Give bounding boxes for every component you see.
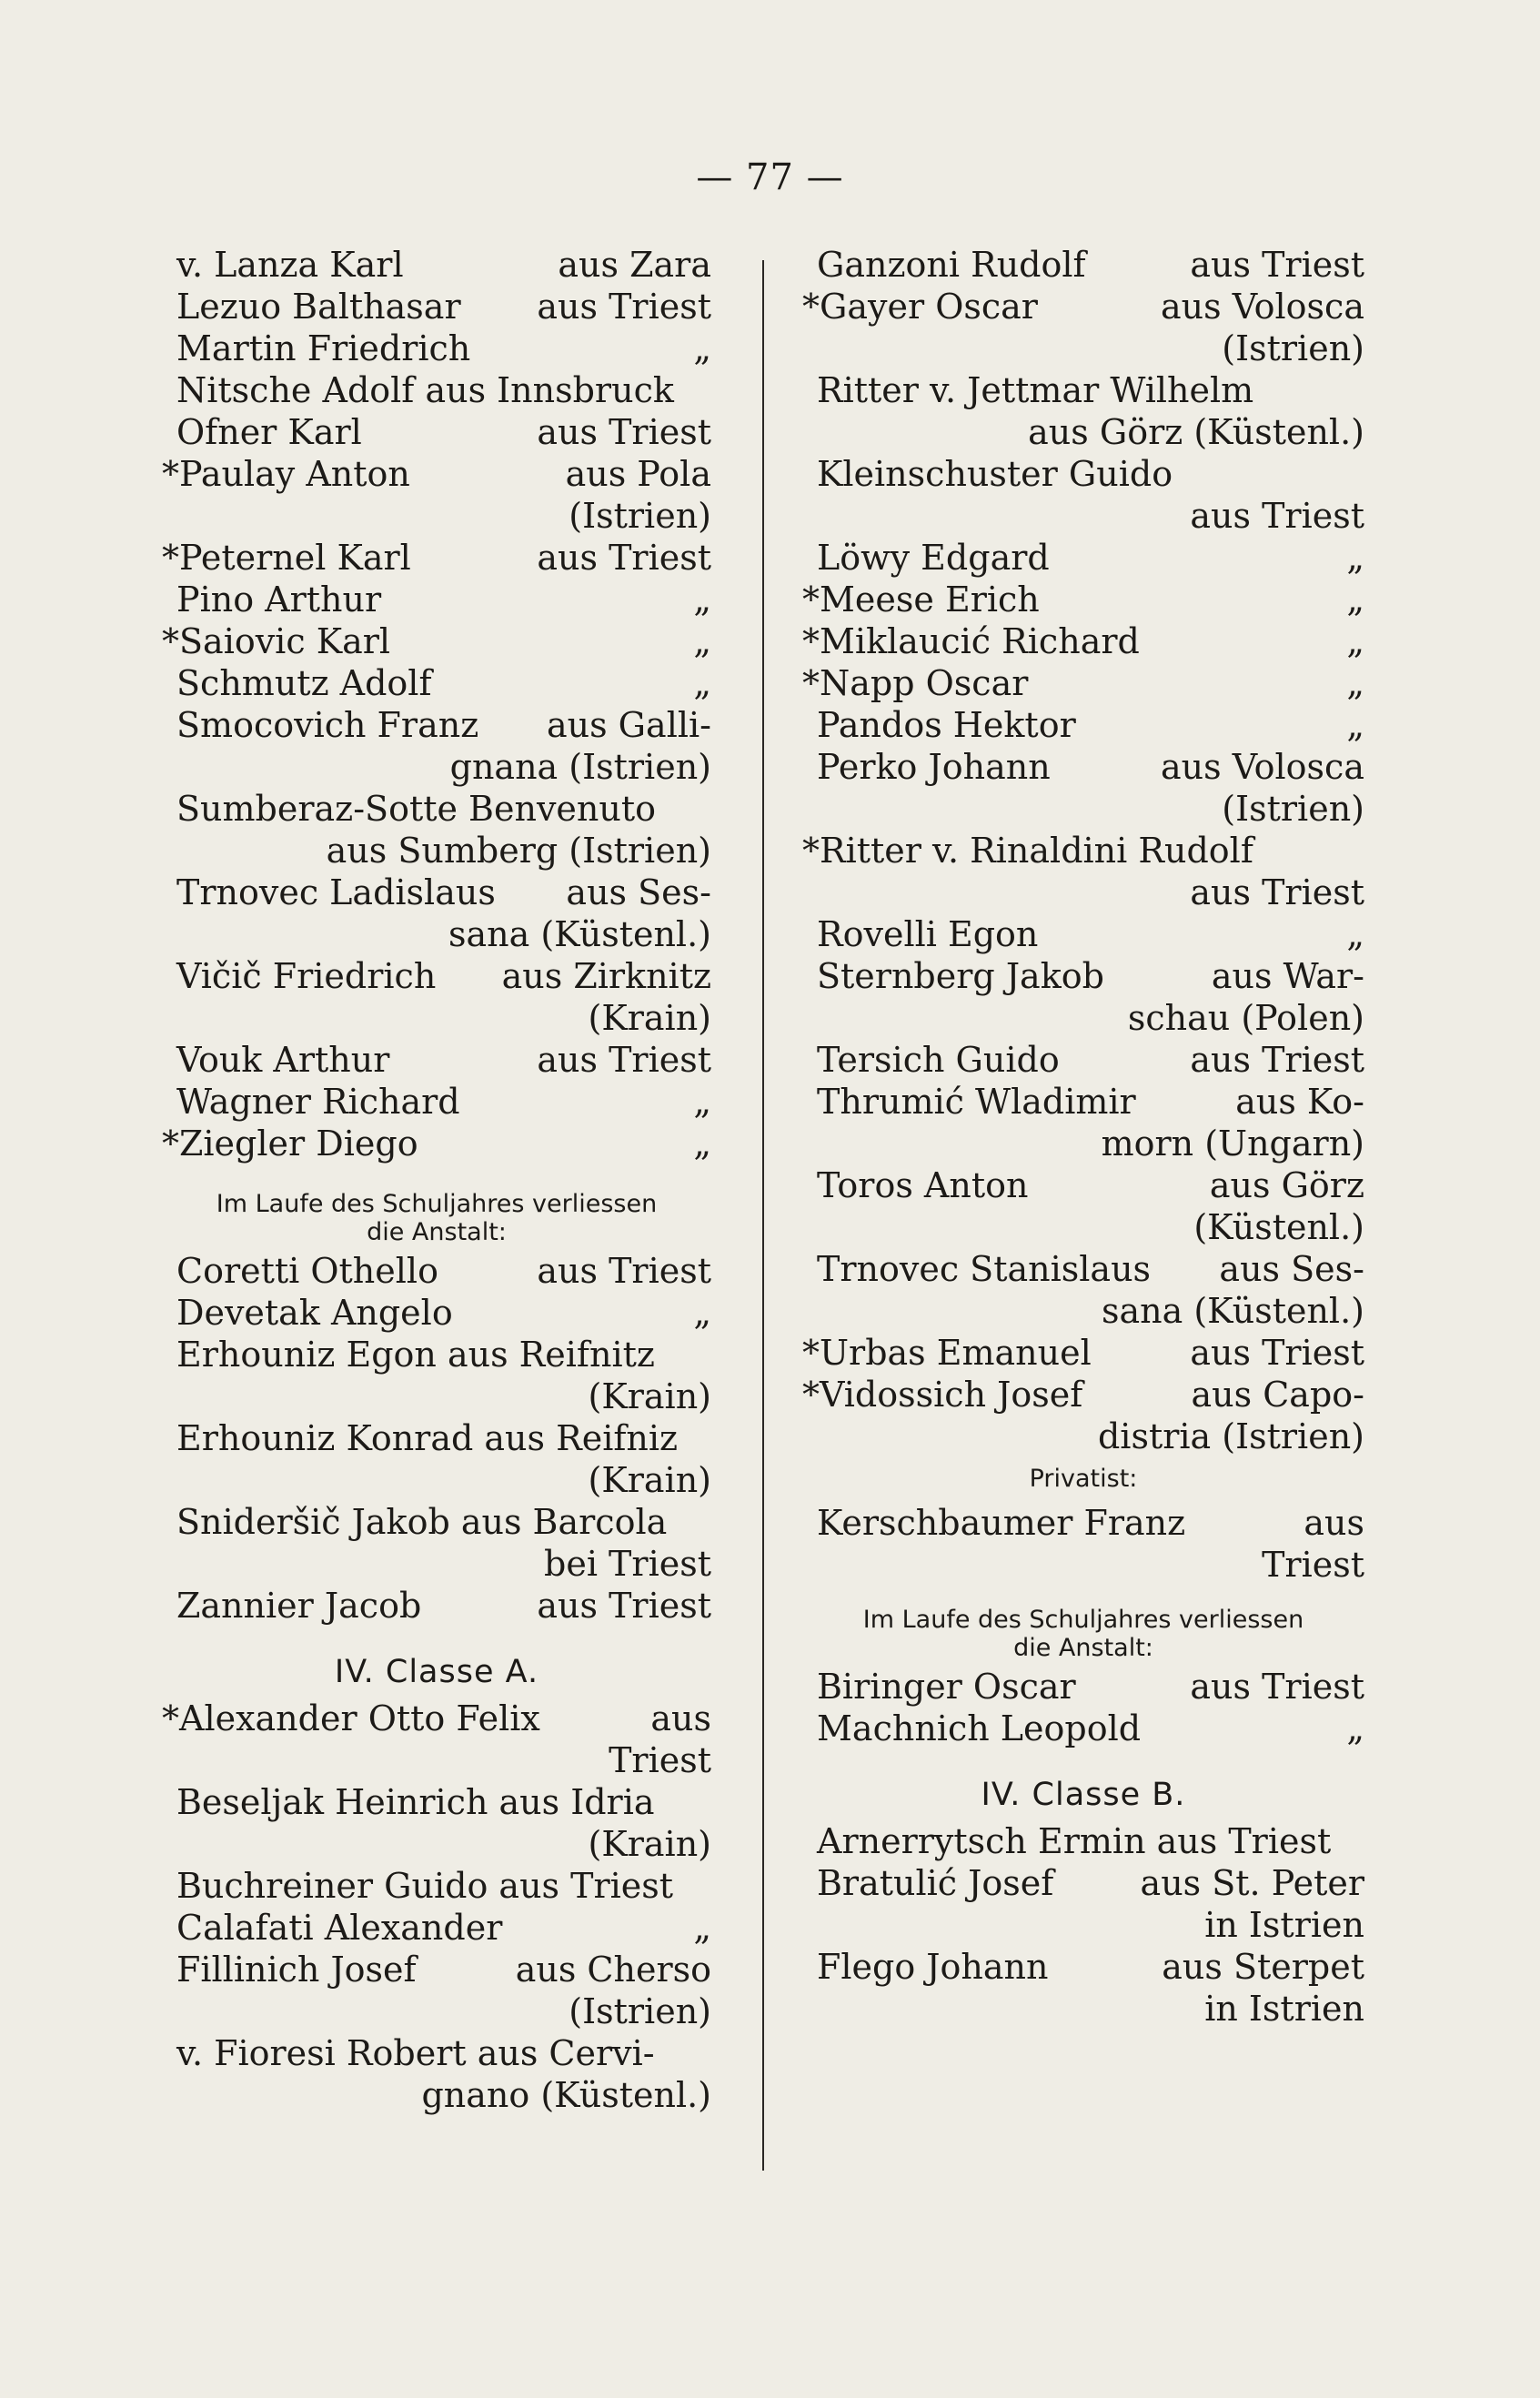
entry-origin: „ <box>693 1082 711 1122</box>
entry-origin: aus Triest <box>537 412 711 452</box>
entry-origin: „ <box>693 328 711 368</box>
entry-origin: aus Sumberg (Istrien) <box>326 831 711 871</box>
entry-name: Vičič Friedrich <box>176 956 437 996</box>
entry-origin: aus Cherso <box>515 1950 711 1990</box>
entry-origin: (Istrien) <box>1222 328 1364 368</box>
entry-name: Erhouniz Egon aus Reifnitz <box>176 1335 655 1375</box>
entry-name: Tersich Guido <box>817 1040 1060 1080</box>
entry-origin: aus Pola <box>565 454 711 494</box>
class-heading-4b: IV. Classe B. <box>981 1777 1186 1813</box>
entry-name: Ofner Karl <box>176 412 362 452</box>
list-entry <box>802 286 1364 327</box>
list-entry <box>162 369 711 411</box>
entry-origin: gnano (Küstenl.) <box>421 2075 711 2115</box>
list-entry <box>162 1501 711 1543</box>
list-entry <box>162 1250 711 1292</box>
list-entry <box>162 327 711 369</box>
list-entry <box>162 620 711 662</box>
entry-origin: aus Triest <box>537 1251 711 1291</box>
entry-origin: aus Volosca <box>1160 287 1364 327</box>
list-entry <box>802 579 1364 620</box>
list-entry <box>802 1946 1364 1988</box>
list-entry <box>802 704 1364 746</box>
right-column <box>802 244 1364 2030</box>
list-entry <box>162 830 711 872</box>
list-entry <box>162 1459 711 1501</box>
list-entry <box>162 662 711 704</box>
list-entry <box>162 1292 711 1334</box>
list-entry <box>802 244 1364 286</box>
entry-origin: „ <box>1346 663 1364 703</box>
entry-name: Snideršič Jakob aus Barcola <box>176 1502 668 1542</box>
entry-origin: aus <box>650 1698 711 1738</box>
list-entry <box>802 495 1364 537</box>
entry-origin: aus Capo- <box>1191 1375 1364 1415</box>
entry-name: Smocovich Franz <box>176 705 479 745</box>
list-entry <box>162 1375 711 1417</box>
leavers-note-line-1: Im Laufe des Schuljahres verliessen <box>216 1190 658 1218</box>
list-entry <box>162 1334 711 1375</box>
entry-origin: aus Triest <box>1190 1667 1364 1707</box>
entry-origin: Triest <box>609 1740 711 1780</box>
entry-origin: aus Triest <box>537 1040 711 1080</box>
list-entry <box>162 286 711 327</box>
entry-name: v. Fioresi Robert aus Cervi- <box>176 2033 655 2073</box>
entry-origin: aus <box>1303 1503 1364 1543</box>
entry-name: Wagner Richard <box>176 1082 460 1122</box>
entry-origin: aus Ses- <box>566 872 711 912</box>
list-entry <box>162 1543 711 1585</box>
leavers-note-line-2: die Anstalt: <box>1013 1634 1153 1662</box>
entry-origin: aus Görz (Küstenl.) <box>1028 412 1364 452</box>
right-block-3 <box>802 1666 1364 1749</box>
entry-name: Sumberaz-Sotte Benvenuto <box>176 789 656 829</box>
entry-origin: aus Ses- <box>1219 1249 1364 1289</box>
entry-name: Sternberg Jakob <box>817 956 1104 996</box>
entry-name: Kleinschuster Guido <box>817 454 1173 494</box>
list-entry <box>802 369 1364 411</box>
entry-name: *Alexander Otto Felix <box>162 1698 540 1738</box>
entry-name: Flego Johann <box>817 1947 1049 1987</box>
entry-origin: gnana (Istrien) <box>449 747 711 787</box>
entry-origin: in Istrien <box>1204 1905 1364 1945</box>
list-entry <box>162 1990 711 2032</box>
entry-name: Nitsche Adolf aus Innsbruck <box>176 370 674 410</box>
list-entry <box>162 537 711 579</box>
entry-name: Thrumić Wladimir <box>817 1082 1136 1122</box>
entry-name: Calafati Alexander <box>176 1908 503 1948</box>
entry-name: *Ziegler Diego <box>162 1123 418 1164</box>
entry-name: Perko Johann <box>817 747 1051 787</box>
list-entry <box>802 1416 1364 1457</box>
list-entry <box>802 1123 1364 1164</box>
list-entry <box>162 2032 711 2074</box>
list-entry <box>162 704 711 746</box>
list-entry <box>162 1585 711 1627</box>
entry-name: *Urbas Emanuel <box>802 1333 1092 1373</box>
entry-name: Arnerrytsch Ermin aus Triest <box>817 1821 1332 1861</box>
entry-origin: „ <box>693 621 711 661</box>
entry-origin: „ <box>693 1908 711 1948</box>
entry-origin: (Istrien) <box>569 496 711 536</box>
entry-origin: in Istrien <box>1204 1989 1364 2029</box>
list-entry <box>802 411 1364 453</box>
list-entry <box>802 830 1364 872</box>
entry-name: *Meese Erich <box>802 579 1040 620</box>
entry-origin: aus Ko- <box>1235 1082 1364 1122</box>
entry-name: v. Lanza Karl <box>176 245 404 285</box>
entry-name: Ganzoni Rudolf <box>817 245 1086 285</box>
entry-origin: aus Volosca <box>1160 747 1364 787</box>
entry-name: Trnovec Stanislaus <box>817 1249 1152 1289</box>
list-entry <box>802 1039 1364 1081</box>
list-entry <box>162 1823 711 1865</box>
list-entry <box>802 997 1364 1039</box>
entry-origin: Triest <box>1262 1545 1364 1585</box>
entry-name: *Peternel Karl <box>162 538 411 578</box>
list-entry <box>162 1781 711 1823</box>
entry-name: *Miklaucić Richard <box>802 621 1140 661</box>
entry-origin: aus Triest <box>537 538 711 578</box>
entry-origin: bei Triest <box>544 1544 711 1584</box>
entry-origin: „ <box>693 1293 711 1333</box>
list-entry <box>802 872 1364 913</box>
left-column <box>162 244 711 2116</box>
entry-name: Schmutz Adolf <box>176 663 432 703</box>
list-entry <box>162 746 711 788</box>
entry-origin: „ <box>1346 621 1364 661</box>
list-entry <box>162 1039 711 1081</box>
entry-origin: (Krain) <box>588 1376 711 1416</box>
list-entry <box>802 1820 1364 1862</box>
list-entry <box>162 1739 711 1781</box>
entry-name: Ritter v. Jettmar Wilhelm <box>817 370 1254 410</box>
list-entry <box>802 746 1364 788</box>
entry-origin: aus Triest <box>1190 496 1364 536</box>
left-block-2 <box>162 1250 711 1627</box>
list-entry <box>802 913 1364 955</box>
entry-origin: (Krain) <box>588 1460 711 1500</box>
entry-origin: aus Zara <box>558 245 711 285</box>
entry-origin: (Istrien) <box>1222 789 1364 829</box>
entry-origin: aus Görz <box>1209 1165 1364 1205</box>
list-entry <box>162 997 711 1039</box>
leavers-note-line-2: die Anstalt: <box>367 1218 507 1246</box>
entry-origin: „ <box>1346 579 1364 620</box>
list-entry <box>162 1865 711 1907</box>
right-block-1 <box>802 244 1364 1457</box>
entry-origin: schau (Polen) <box>1127 998 1364 1038</box>
entry-name: Machnich Leopold <box>817 1708 1142 1748</box>
entry-name: Toros Anton <box>817 1165 1029 1205</box>
entry-origin: „ <box>693 663 711 703</box>
list-entry <box>162 872 711 913</box>
entry-name: *Gayer Oscar <box>802 287 1038 327</box>
entry-origin: aus Triest <box>1190 1040 1364 1080</box>
entry-origin: aus St. Peter <box>1140 1863 1364 1903</box>
column-divider <box>762 260 764 2171</box>
entry-name: Erhouniz Konrad aus Reifniz <box>176 1418 679 1458</box>
list-entry <box>802 1206 1364 1248</box>
entry-name: Fillinich Josef <box>176 1950 417 1990</box>
entry-origin: „ <box>1346 705 1364 745</box>
list-entry <box>802 1332 1364 1374</box>
entry-name: *Saiovic Karl <box>162 621 391 661</box>
list-entry <box>162 244 711 286</box>
entry-name: *Ritter v. Rinaldini Rudolf <box>802 831 1253 871</box>
list-entry <box>162 1417 711 1459</box>
entry-name: Rovelli Egon <box>817 914 1039 954</box>
list-entry <box>802 788 1364 830</box>
list-entry <box>162 579 711 620</box>
entry-origin: sana (Küstenl.) <box>1101 1291 1364 1331</box>
list-entry <box>162 1949 711 1990</box>
list-entry <box>162 1123 711 1164</box>
list-entry <box>162 788 711 830</box>
list-entry <box>162 453 711 495</box>
list-entry <box>802 453 1364 495</box>
entry-origin: „ <box>1346 914 1364 954</box>
entry-origin: „ <box>1346 1708 1364 1748</box>
list-entry <box>802 1081 1364 1123</box>
entry-origin: aus Sterpet <box>1162 1947 1364 1987</box>
entry-origin: aus Triest <box>1190 245 1364 285</box>
list-entry <box>162 913 711 955</box>
list-entry <box>162 1081 711 1123</box>
entry-name: Buchreiner Guido aus Triest <box>176 1866 674 1906</box>
entry-name: Löwy Edgard <box>817 538 1050 578</box>
entry-name: *Napp Oscar <box>802 663 1029 703</box>
entry-name: Devetak Angelo <box>176 1293 453 1333</box>
entry-origin: „ <box>1346 538 1364 578</box>
list-entry <box>802 662 1364 704</box>
entry-origin: aus War- <box>1211 956 1364 996</box>
list-entry <box>802 620 1364 662</box>
list-entry <box>802 327 1364 369</box>
entry-origin: sana (Küstenl.) <box>448 914 711 954</box>
list-entry <box>802 1374 1364 1416</box>
right-block-4 <box>802 1820 1364 2030</box>
entry-origin: (Küstenl.) <box>1193 1207 1364 1247</box>
entry-name: Trnovec Ladislaus <box>176 872 496 912</box>
list-entry <box>162 955 711 997</box>
list-entry <box>802 1544 1364 1586</box>
list-entry <box>802 1988 1364 2030</box>
entry-origin: „ <box>693 579 711 620</box>
page-number: — 77 — <box>696 156 844 198</box>
entry-origin: (Krain) <box>588 998 711 1038</box>
list-entry <box>802 1290 1364 1332</box>
entry-origin: (Krain) <box>588 1824 711 1864</box>
list-entry <box>162 1698 711 1739</box>
entry-origin: aus Triest <box>537 287 711 327</box>
entry-name: *Paulay Anton <box>162 454 410 494</box>
entry-name: Zannier Jacob <box>176 1586 422 1626</box>
entry-name: Beseljak Heinrich aus Idria <box>176 1782 655 1822</box>
entry-name: Martin Friedrich <box>176 328 471 368</box>
list-entry <box>802 955 1364 997</box>
right-block-2 <box>802 1502 1364 1586</box>
list-entry <box>802 1862 1364 1904</box>
entry-origin: aus Galli- <box>546 705 711 745</box>
entry-origin: aus Triest <box>1190 1333 1364 1373</box>
list-entry <box>162 2074 711 2116</box>
entry-origin: (Istrien) <box>569 1991 711 2031</box>
class-heading-4a: IV. Classe A. <box>334 1654 539 1690</box>
entry-name: Biringer Oscar <box>817 1667 1076 1707</box>
left-block-3 <box>162 1698 711 2116</box>
entry-origin: aus Triest <box>1190 872 1364 912</box>
list-entry <box>162 411 711 453</box>
leavers-note <box>162 1190 711 1246</box>
list-entry <box>802 1666 1364 1708</box>
list-entry <box>802 1708 1364 1749</box>
entry-origin: „ <box>693 1123 711 1164</box>
entry-name: Pino Arthur <box>176 579 382 620</box>
left-block-1 <box>162 244 711 1164</box>
entry-name: Kerschbaumer Franz <box>817 1503 1186 1543</box>
entry-origin: morn (Ungarn) <box>1101 1123 1364 1164</box>
privatist-label: Privatist: <box>1029 1465 1138 1493</box>
list-entry <box>802 1248 1364 1290</box>
list-entry <box>802 1502 1364 1544</box>
list-entry <box>802 537 1364 579</box>
leavers-note-line-1: Im Laufe des Schuljahres verliessen <box>862 1606 1304 1634</box>
entry-origin: aus Triest <box>537 1586 711 1626</box>
entry-name: Pandos Hektor <box>817 705 1076 745</box>
entry-name: Vouk Arthur <box>176 1040 390 1080</box>
entry-origin: aus Zirknitz <box>501 956 711 996</box>
list-entry <box>162 1907 711 1949</box>
entry-origin: distria (Istrien) <box>1097 1416 1364 1456</box>
entry-name: Lezuo Balthasar <box>176 287 461 327</box>
leavers-note-right <box>802 1606 1364 1662</box>
entry-name: Coretti Othello <box>176 1251 438 1291</box>
list-entry <box>162 495 711 537</box>
entry-name: *Vidossich Josef <box>802 1375 1083 1415</box>
list-entry <box>802 1164 1364 1206</box>
entry-name: Bratulić Josef <box>817 1863 1054 1903</box>
list-entry <box>802 1904 1364 1946</box>
